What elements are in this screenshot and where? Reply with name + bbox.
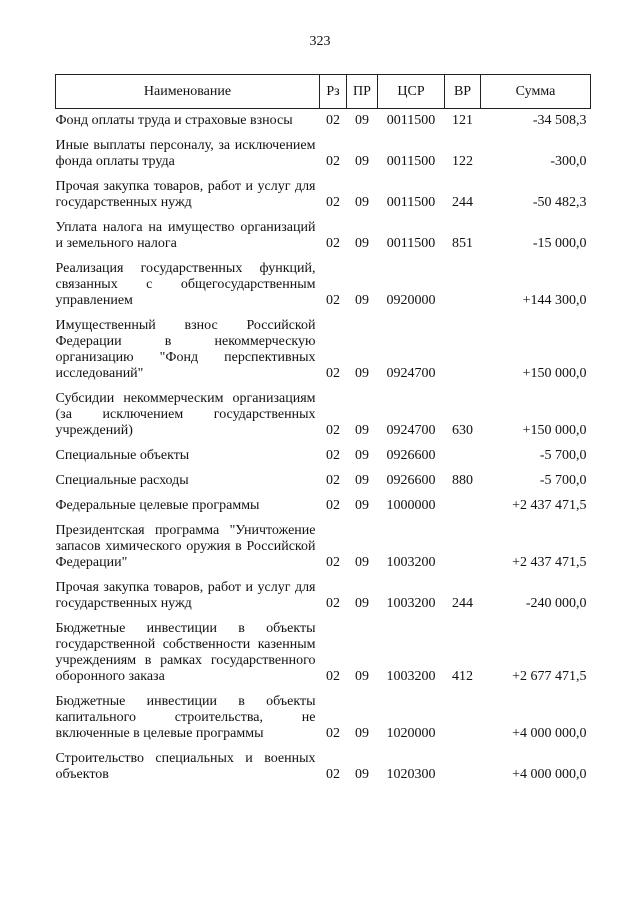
cell-csr: 0924700: [386, 366, 436, 381]
table-row: [56, 498, 591, 523]
cell-sum: -34 508,3: [532, 113, 587, 128]
cell-pr: 09: [355, 767, 369, 782]
cell-rz: 02: [326, 448, 340, 463]
table-row: [56, 138, 591, 179]
cell-sum: +2 437 471,5: [512, 555, 587, 570]
table-row: [56, 179, 591, 220]
cell-csr: 1020300: [386, 767, 436, 782]
cell-name: Имущественный взнос Российской Федерации в некоммерческую организацию "Фонд перспективных исследований": [55, 318, 316, 381]
table-row: [56, 523, 591, 580]
cell-pr: 09: [355, 555, 369, 570]
table-row: [56, 220, 591, 261]
cell-sum: +144 300,0: [522, 293, 587, 308]
cell-sum: -300,0: [550, 154, 587, 169]
cell-pr: 09: [355, 473, 369, 488]
cell-sum: +2 677 471,5: [512, 669, 587, 684]
cell-name: Фонд оплаты труда и страховые взносы: [55, 113, 293, 128]
header-csr: ЦСР: [378, 75, 445, 109]
cell-vr: [445, 261, 481, 318]
cell-name: Иные выплаты персоналу, за исключением фонда оплаты труда: [55, 138, 316, 169]
cell-csr: 0920000: [386, 293, 436, 308]
table-row: [56, 109, 591, 139]
cell-vr: [445, 751, 481, 792]
table-row: [56, 261, 591, 318]
cell-vr: 630: [452, 423, 473, 438]
header-rz: Рз: [320, 75, 347, 109]
header-name: Наименование: [56, 75, 320, 109]
cell-sum: +4 000 000,0: [512, 767, 587, 782]
cell-sum: -5 700,0: [539, 448, 587, 463]
cell-rz: 02: [326, 236, 340, 251]
cell-csr: 0011500: [386, 154, 436, 169]
cell-vr: [445, 523, 481, 580]
cell-rz: 02: [326, 726, 340, 741]
cell-rz: 02: [326, 498, 340, 513]
table-row: [56, 580, 591, 621]
cell-csr: 1000000: [386, 498, 436, 513]
cell-pr: 09: [355, 498, 369, 513]
page-number: 323: [309, 34, 331, 49]
cell-pr: 09: [355, 154, 369, 169]
cell-name: Строительство специальных и военных объектов: [55, 751, 316, 782]
cell-csr: 0011500: [386, 195, 436, 210]
cell-csr: 1003200: [386, 669, 436, 684]
cell-csr: 0926600: [386, 473, 436, 488]
header-vr: ВР: [445, 75, 481, 109]
cell-sum: +150 000,0: [522, 366, 587, 381]
cell-name: Прочая закупка товаров, работ и услуг для государственных нужд: [55, 580, 316, 611]
cell-name: Президентская программа "Уничтожение запасов химического оружия в Российской Федерации": [55, 523, 316, 570]
cell-pr: 09: [355, 293, 369, 308]
cell-pr: 09: [355, 113, 369, 128]
cell-rz: 02: [326, 366, 340, 381]
cell-pr: 09: [355, 448, 369, 463]
cell-pr: 09: [355, 669, 369, 684]
table-header: [56, 75, 591, 109]
cell-vr: 880: [452, 473, 473, 488]
cell-name: Бюджетные инвестиции в объекты капитального строительства, не включенные в целевые программы: [55, 694, 316, 741]
cell-csr: 0926600: [386, 448, 436, 463]
cell-vr: [445, 318, 481, 391]
cell-csr: 0011500: [386, 113, 436, 128]
cell-sum: +150 000,0: [522, 423, 587, 438]
cell-name: Специальные расходы: [55, 473, 189, 488]
cell-csr: 0924700: [386, 423, 436, 438]
cell-rz: 02: [326, 423, 340, 438]
cell-rz: 02: [326, 113, 340, 128]
cell-vr: 122: [452, 154, 473, 169]
cell-pr: 09: [355, 596, 369, 611]
cell-rz: 02: [326, 473, 340, 488]
table-row: [56, 751, 591, 792]
budget-table: [55, 74, 591, 792]
cell-pr: 09: [355, 195, 369, 210]
cell-pr: 09: [355, 726, 369, 741]
cell-csr: 1020000: [386, 726, 436, 741]
cell-vr: [445, 694, 481, 751]
cell-pr: 09: [355, 423, 369, 438]
cell-rz: 02: [326, 669, 340, 684]
cell-vr: 412: [452, 669, 473, 684]
cell-pr: 09: [355, 366, 369, 381]
cell-vr: 244: [452, 195, 473, 210]
table-row: [56, 621, 591, 694]
header-sum: Сумма: [481, 75, 591, 109]
cell-vr: 121: [452, 113, 473, 128]
cell-csr: 1003200: [386, 596, 436, 611]
cell-name: Уплата налога на имущество организаций и земельного налога: [55, 220, 316, 251]
table-body: [56, 109, 591, 793]
cell-name: Бюджетные инвестиции в объекты государственной собственности казенным учреждениям в рамках государственного оборонного заказа: [55, 621, 316, 684]
table-row: [56, 473, 591, 498]
header-pr: ПР: [347, 75, 378, 109]
cell-pr: 09: [355, 236, 369, 251]
cell-rz: 02: [326, 555, 340, 570]
cell-vr: 851: [452, 236, 473, 251]
cell-rz: 02: [326, 767, 340, 782]
table-row: [56, 694, 591, 751]
cell-csr: 1003200: [386, 555, 436, 570]
cell-vr: [445, 498, 481, 523]
cell-sum: -15 000,0: [532, 236, 587, 251]
cell-name: Специальные объекты: [55, 448, 190, 463]
table-row: [56, 448, 591, 473]
cell-sum: -5 700,0: [539, 473, 587, 488]
cell-rz: 02: [326, 154, 340, 169]
cell-sum: +4 000 000,0: [512, 726, 587, 741]
cell-sum: +2 437 471,5: [512, 498, 587, 513]
cell-vr: 244: [452, 596, 473, 611]
cell-name: Субсидии некоммерческим организациям (за исключением государственных учреждений): [55, 391, 316, 438]
table-row: [56, 391, 591, 448]
cell-vr: [445, 448, 481, 473]
cell-sum: -240 000,0: [525, 596, 587, 611]
cell-name: Федеральные целевые программы: [55, 498, 260, 513]
cell-rz: 02: [326, 293, 340, 308]
cell-name: Реализация государственных функций, связанных с общегосударственным управлением: [55, 261, 316, 308]
table-row: [56, 318, 591, 391]
cell-rz: 02: [326, 195, 340, 210]
cell-name: Прочая закупка товаров, работ и услуг для государственных нужд: [55, 179, 316, 210]
cell-csr: 0011500: [386, 236, 436, 251]
cell-sum: -50 482,3: [532, 195, 587, 210]
cell-rz: 02: [326, 596, 340, 611]
